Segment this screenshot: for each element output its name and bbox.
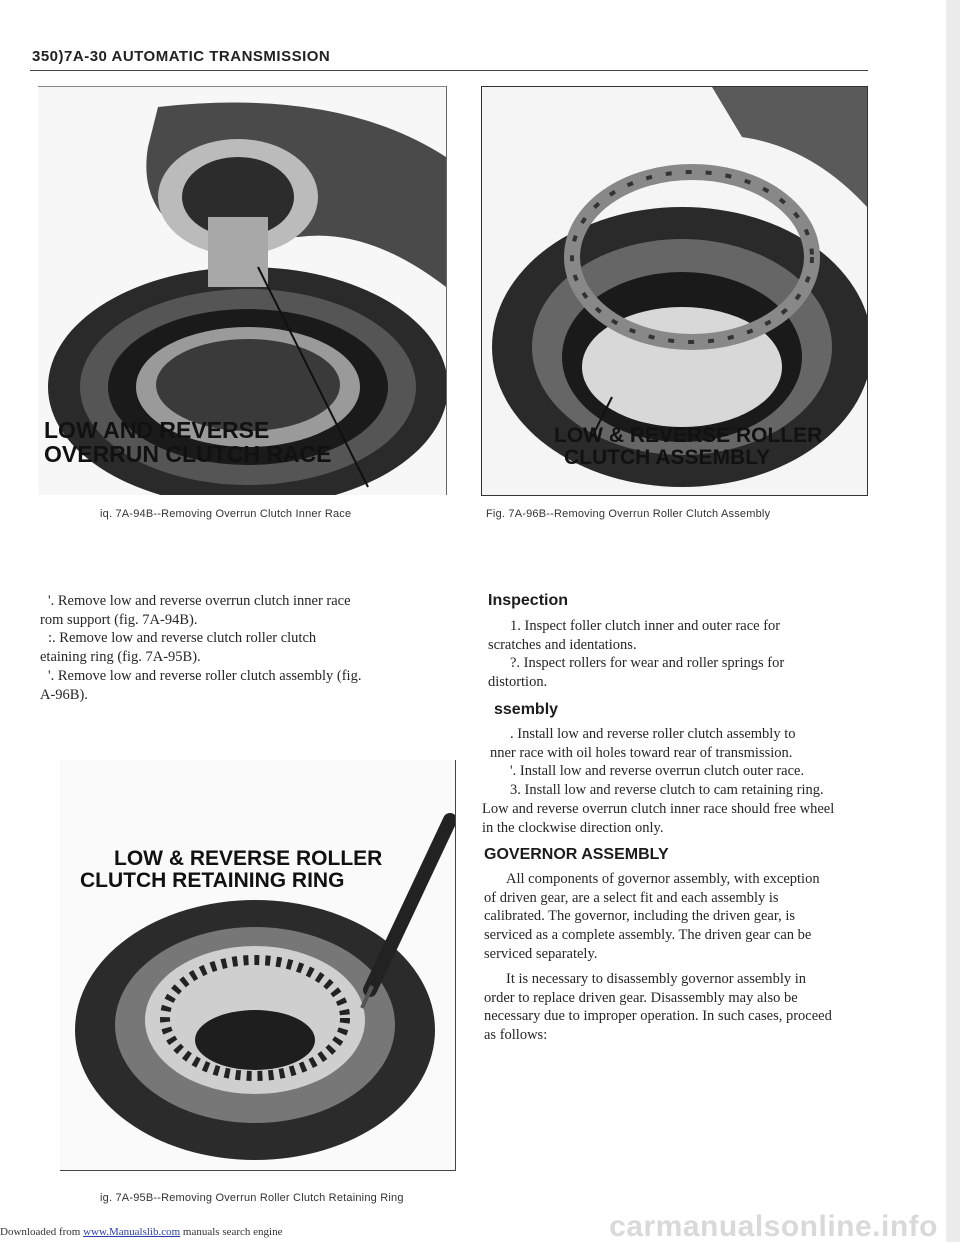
governor-para1 <box>484 870 878 964</box>
inspection-text <box>488 617 878 692</box>
assembly-line: nner race with oil holes toward rear of transmission. <box>490 744 793 761</box>
inspection-line: 1. Inspect foller clutch inner and outer race for <box>510 618 781 634</box>
governor-line: serviced as a complete assembly. The driven gear can be <box>484 927 812 944</box>
assembly-line: Low and reverse overrun clutch inner race should free wheel <box>482 800 835 817</box>
governor-heading: GOVERNOR ASSEMBLY <box>484 846 669 863</box>
removal-step-line: '. Remove low and reverse overrun clutch inner race <box>48 593 351 609</box>
page-header <box>30 48 868 71</box>
retaining-ring-illustration <box>60 760 455 1170</box>
governor-line: calibrated. The governor, including the driven gear, is <box>484 908 796 925</box>
fig95-caption: ig. 7A-95B--Removing Overrun Roller Clutch Retaining Ring <box>100 1192 404 1204</box>
assembly-heading: ssembly <box>494 701 559 718</box>
removal-step-line: '. Remove low and reverse roller clutch assembly (fig. <box>48 667 362 684</box>
fig96-callout <box>554 425 822 469</box>
fig94-caption: iq. 7A-94B--Removing Overrun Clutch Inner Race <box>100 508 352 520</box>
inspection-line: ?. Inspect rollers for wear and roller springs for <box>510 655 785 672</box>
governor-line: serviced separately. <box>484 945 598 962</box>
assembly-line: in the clockwise direction only. <box>482 819 664 836</box>
footer-suffix: manuals search engine <box>180 1226 283 1238</box>
figure-95b-photo <box>60 760 456 1171</box>
governor-line: necessary due to improper operation. In such cases, proceed <box>484 1008 832 1025</box>
fig96-callout-line2: CLUTCH ASSEMBLY <box>564 446 771 470</box>
removal-steps <box>40 592 458 704</box>
fig95-callout-line2: CLUTCH RETAINING RING <box>80 869 345 893</box>
fig95-callout-line1: LOW & REVERSE ROLLER <box>114 847 383 870</box>
removal-step-line: rom support (fig. 7A-94B). <box>40 611 198 628</box>
removal-step-line: etaining ring (fig. 7A-95B). <box>40 649 201 666</box>
fig94-callout-line1: LOW AND REVERSE <box>44 417 270 443</box>
governor-para2 <box>484 970 878 1045</box>
page-title: 350)7A-30 AUTOMATIC TRANSMISSION <box>32 48 331 65</box>
removal-step-line: :. Remove low and reverse clutch roller clutch <box>48 630 317 647</box>
governor-line: as follows: <box>484 1027 548 1044</box>
governor-line: It is necessary to disassembly governor assembly in <box>506 971 807 987</box>
governor-line: of driven gear, are a select fit and each assembly is <box>484 889 779 906</box>
inspection-line: scratches and identations. <box>488 636 637 653</box>
fig94-callout <box>44 418 332 466</box>
governor-line: order to replace driven gear. Disassembly may also be <box>484 989 798 1006</box>
manualslib-link[interactable]: www.Manualslib.com <box>83 1226 181 1238</box>
footer-prefix: Downloaded from <box>0 1226 84 1238</box>
fig96-caption: Fig. 7A-96B--Removing Overrun Roller Clutch Assembly <box>486 508 771 520</box>
assembly-text <box>482 725 882 837</box>
fig94-callout-line2: OVERRUN CLUTCH RACE <box>44 441 332 468</box>
inspection-line: distortion. <box>488 674 548 691</box>
assembly-line: . Install low and reverse roller clutch assembly to <box>510 726 796 742</box>
fig96-callout-line1: LOW & REVERSE ROLLER <box>554 424 823 447</box>
assembly-line: '. Install low and reverse overrun clutch outer race. <box>510 763 805 780</box>
fig95-callout <box>80 848 382 892</box>
assembly-line: 3. Install low and reverse clutch to cam retaining ring. <box>510 782 824 799</box>
watermark: carmanualsonline.info <box>609 1210 938 1243</box>
download-footer <box>0 1226 282 1238</box>
inspection-heading: Inspection <box>488 592 569 609</box>
governor-line: All components of governor assembly, with exception <box>506 871 820 887</box>
removal-step-line: A-96B). <box>40 686 88 703</box>
page-edge <box>946 0 960 1242</box>
